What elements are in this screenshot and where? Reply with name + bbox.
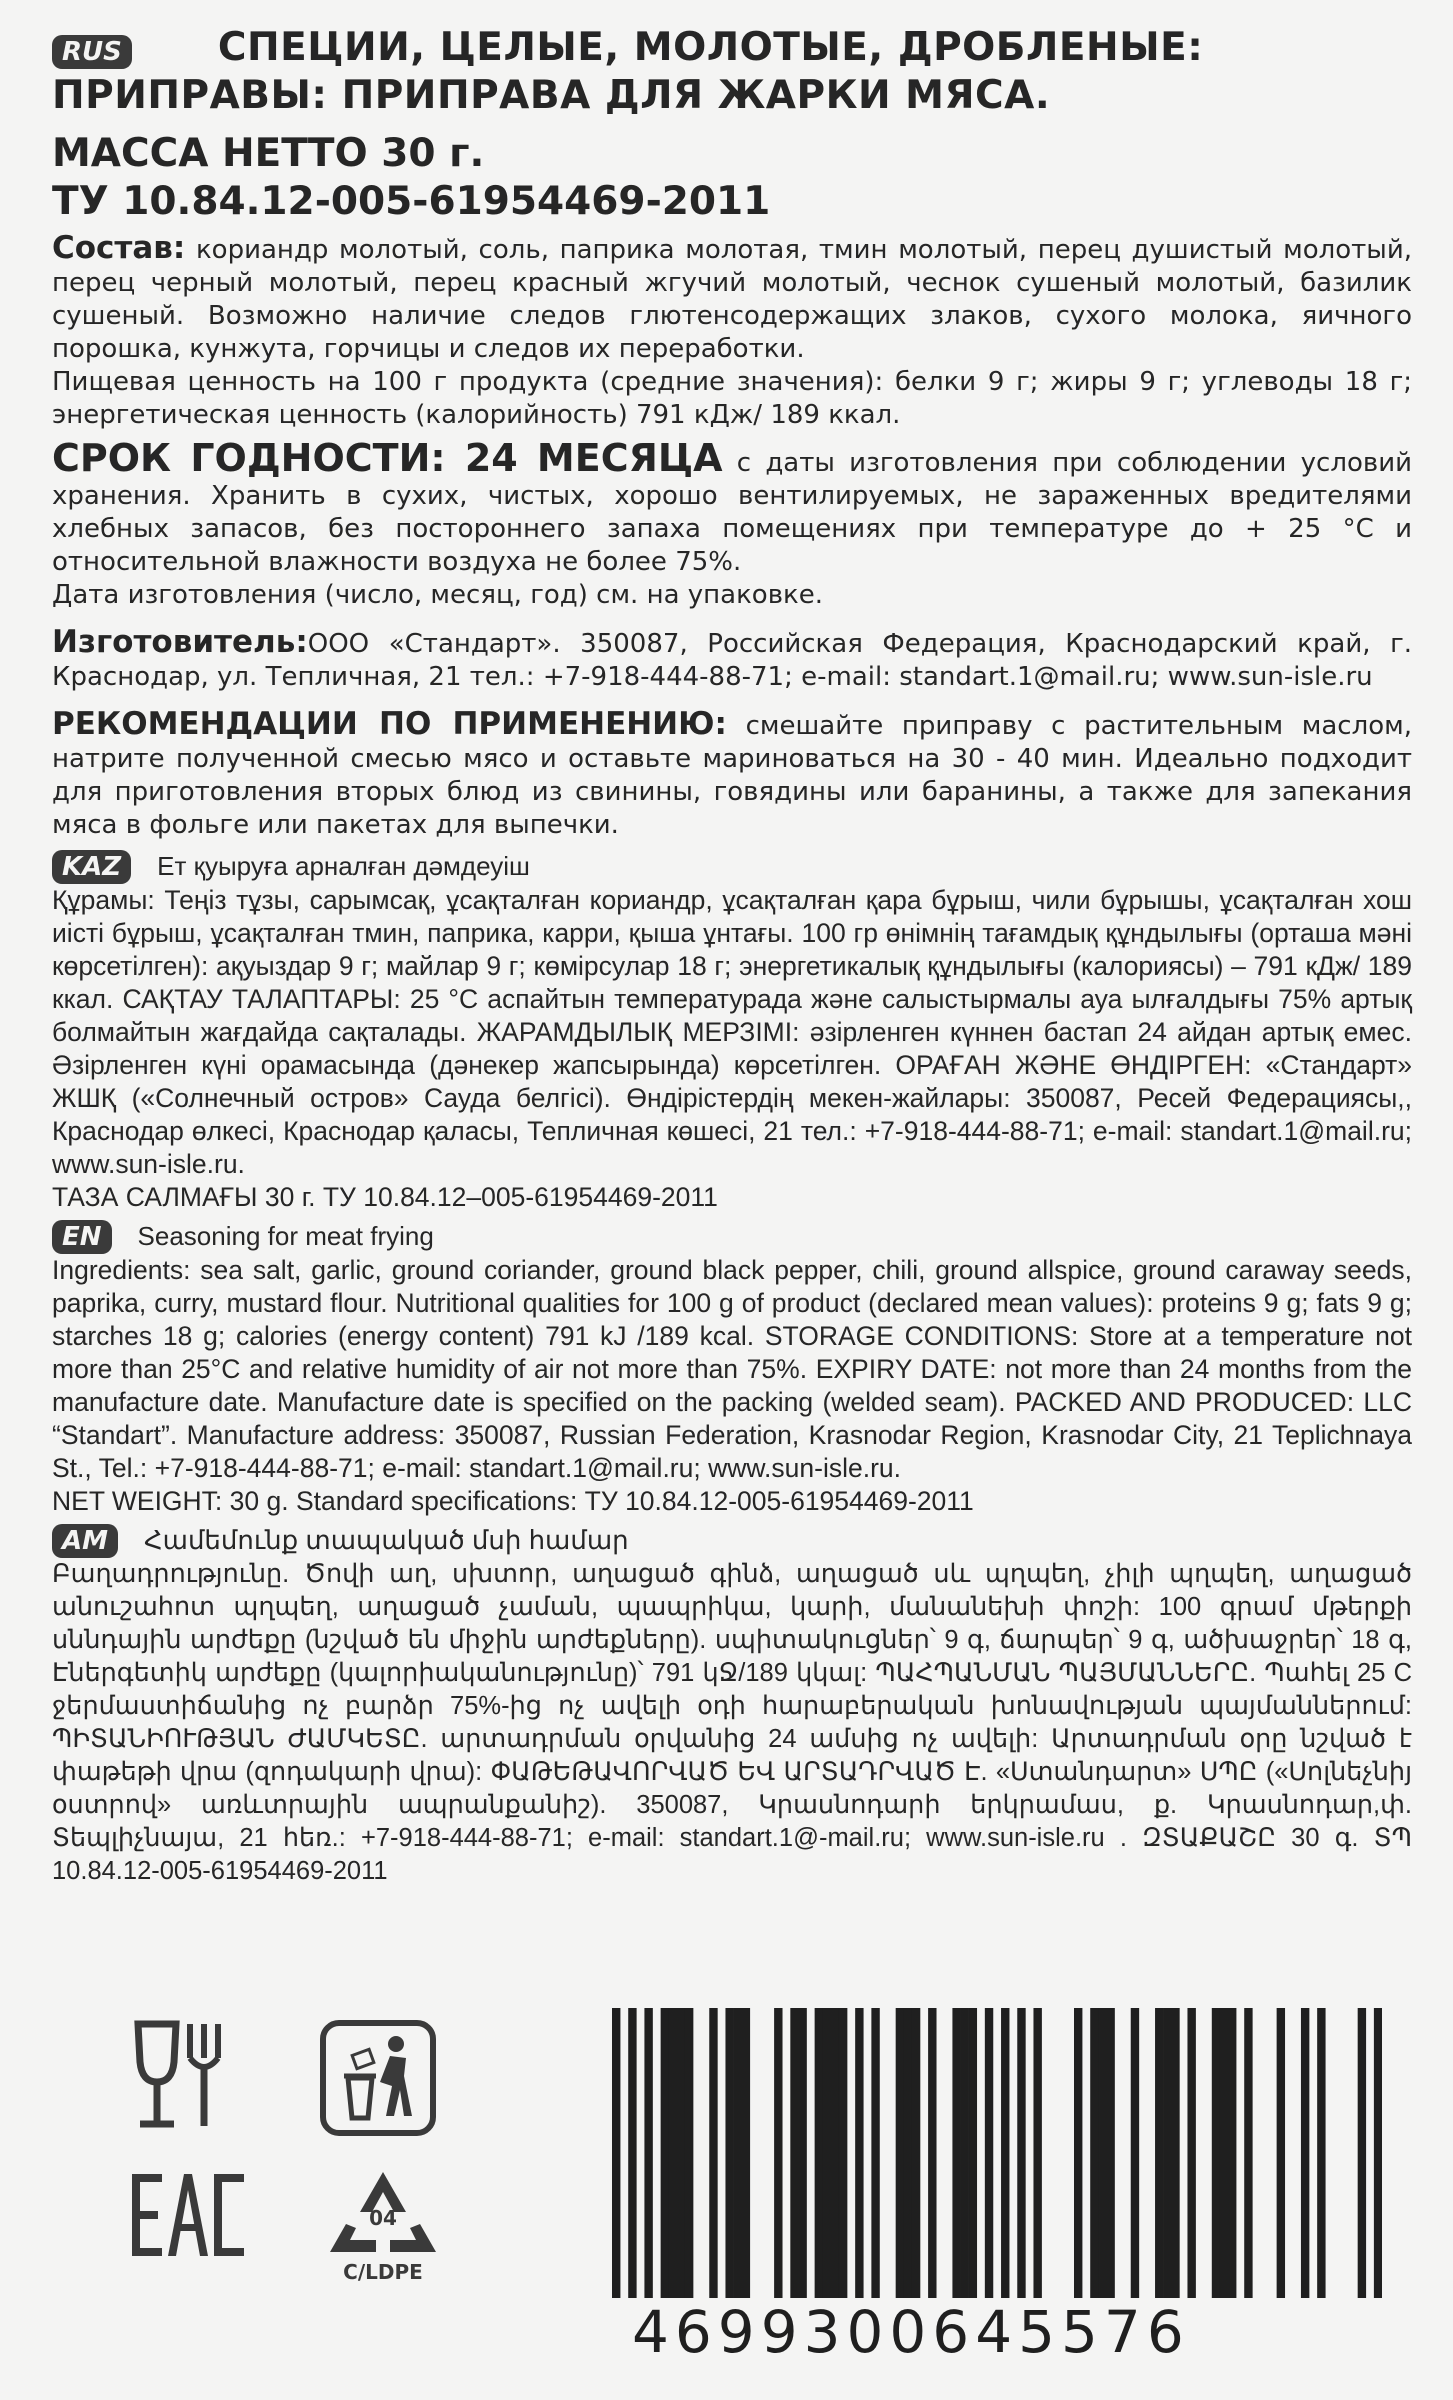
dispose-properly-icon <box>320 2020 436 2136</box>
en-text: Ingredients: sea salt, garlic, ground coriander, ground black pepper, chili, ground allspice, ground caraway seeds, paprika, curry, mustard flour. Nutritional qualities for 100 g of product (declared mean values): proteins 9 g; fats 9 g; starches 18 g; calories (energy content) 791 kJ /189 kcal. STORAGE CONDITIONS: Store at a temperature not more than 25°C and relative humidity of air not more than 75%. EXPIRY DATE: not more than 24 months from the manufacture date. Manufacture date is specified on the packing (welded seam). PACKED AND PRODUCED: LLC “Standart”. Manufacture address: 350087, Russian Federation, Krasnodar Region, Krasnodar City, 21 Teplichnaya St., Tel.: +7-918-444-88-71; e-mail: standart.1@mail.ru; www.sun-isle.ru. <box>52 1255 1412 1483</box>
barcode-bar <box>734 2008 742 2298</box>
barcode-bar <box>1106 2008 1114 2298</box>
barcode-bar <box>661 2008 669 2298</box>
rus-recommendations: РЕКОМЕНДАЦИИ ПО ПРИМЕНЕНИЮ: смешайте приправу с растительным маслом, натрите полученной смесью мясо и оставьте мариноваться на 30 - 40 мин. Идеально подходит для приготовления вторых блюд из свинины, говядины или баранины, а также для запекания мяса в фольге или пакетах для выпечки. <box>52 706 1412 840</box>
barcode-bar <box>725 2008 733 2298</box>
rus-title-row <box>52 24 1412 72</box>
en-badge: EN <box>52 1220 112 1254</box>
barcode-bar <box>904 2008 912 2298</box>
barcode-bar <box>969 2008 977 2298</box>
barcode-bar <box>928 2008 936 2298</box>
barcode-bar <box>1163 2008 1171 2298</box>
food-contact-icon <box>128 2018 248 2138</box>
kaz-text: Құрамы: Теңіз тұзы, сарымсақ, ұсақталған кориандр, ұсақталған қара бұрыш, чили бұрышы, ұсақталған хош иісті бұрыш, ұсақталған тмин, паприка, карри, қыша ұнтағы. 100 гр өнімнің тағамдық құндылығы (орташа мәні көрсетілген): ақуыздар 9 г; майлар 9 г; көмірсулар 18 г; энергетикалық құндылығы (калориясы) – 791 кДж/ 189 ккал. САҚТАУ ТАЛАПТАРЫ: 25 °С аспайтын температурада және салыстырмалы ауа ылғалдығы 75% артық болмайтын жағдайда сақталады. ЖАРАМДЫЛЫҚ МЕРЗІМІ: әзірленген күннен бастап 24 айдан артық емес. Әзірленген күні орамасында (дәнекер жапсырында) көрсетілген. ОРАҒАН ЖӘНЕ ӨНДІРГЕН: «Стандарт» ЖШҚ («Солнечный остров» Сауда белгісі). Өндірістердің мекен-жайлары: 350087, Ресей Федерациясы,, Краснодар өлкесі, Краснодар қаласы, Тепличная көшесі, 21 тел.: +7-918-444-88-71; e-mail: standart.1@mail.ru; www.sun-isle.ru. <box>52 885 1412 1179</box>
barcode-bar <box>798 2008 806 2298</box>
barcode-bar <box>1033 2008 1041 2298</box>
barcode-bar <box>1098 2008 1106 2298</box>
barcode-bar <box>1228 2008 1236 2298</box>
barcode-bar <box>839 2008 847 2298</box>
eac-mark-graphic <box>130 2170 246 2260</box>
am-title-row <box>52 1524 1412 1558</box>
barcode-bar <box>896 2008 904 2298</box>
net-mass: МАССА НЕТТО 30 г. <box>52 131 485 176</box>
barcode-bar <box>1001 2008 1009 2298</box>
rus-badge: RUS <box>52 35 132 69</box>
barcode-bar <box>952 2008 960 2298</box>
barcode-bar <box>1358 2008 1366 2298</box>
recycle-code: 04 <box>369 2206 397 2230</box>
recycle-mark <box>324 2166 442 2284</box>
barcode-bar <box>912 2008 920 2298</box>
label-text <box>52 24 1412 1888</box>
en-title: Seasoning for meat frying <box>137 1221 434 1251</box>
rus-shelf-life: СРОК ГОДНОСТИ: 24 МЕСЯЦА с даты изготовления при соблюдении условий хранения. Хранить в сухих, чистых, хорошо вентилируемых, не зараженных вредителями хлебных запасов, без постороннего запаха помещениях при температуре до + 25 °С и относительной влажности воздуха не более 75%. <box>52 436 1412 577</box>
barcode <box>612 2008 1382 2298</box>
barcode-bar <box>677 2008 685 2298</box>
am-text: Բաղադրությունը. Ծովի աղ, սխտոր, աղացած գինձ, աղացած սև պղպեղ, չիլի պղպեղ, աղացած անուշահոտ պղպեղ, աղացած չաման, պապրիկա, կարի, մանանեխի փոշի: 100 գրամ մթերքի սննդային արժեքը (նշված են միջին արժեքները). սպիտակուցներ՝ 9 գ, ճարպեր՝ 9 գ, ածխաջրեր՝ 18 գ, Էներգետիկ արժեքը (կալորիականությունը)՝ 791 կՋ/189 կկալ: ՊԱՀՊԱՆՄԱՆ ՊԱՅՄԱՆՆԵՐԸ. Պահել 25 C ջերմաստիճանից ոչ բարձր 75%-ից ոչ ավելի օդի հարաբերական խոնավության պայմաններում: ՊԻՏԱՆԻՈՒԹՅԱՆ ԺԱՄԿԵՏԸ. արտադրման օրվանից 24 ամսից ոչ ավելի: Արտադրման օրը նշված է փաթեթի վրա (զոդակարի վրա): ՓԱԹԵԹԱՎՈՐՎԱԾ ԵՎ ԱՐՏԱԴՐՎԱԾ Է. «Ստանդարտ» ՍՊԸ («Սոլնեչնիյ օստրով» առևտրային ապրանքանիշ). 350087, Կրասնոդարի երկրամաս, ք. Կրասնոդար,փ. Տեպլիչնայա, 21 հեռ.: +7-918-444-88-71; e-mail: standart.1@-mail.ru; www.sun-isle.ru . ԶՏԱՔԱՇԸ 30 գ. ՏՊ 10.84.12-005-61954469-2011 <box>52 1560 1412 1885</box>
rus-composition: Состав: кориандр молотый, соль, паприка молотая, тмин молотый, перец душистый молотый, перец черный молотый, перец красный жгучий молотый, чеснок сушеный молотый, базилик сушеный. Возможно наличие следов глютенсодержащих злаков, сухого молока, яичного порошка, кунжута, горчицы и следов их переработки. <box>52 230 1412 364</box>
barcode-bar <box>742 2008 750 2298</box>
tu-number: ТУ 10.84.12-005-61954469-2011 <box>52 179 771 224</box>
rus-title-line1: СПЕЦИИ, ЦЕЛЫЕ, МОЛОТЫЕ, ДРОБЛЕНЫЕ: <box>217 25 1204 70</box>
barcode-bar <box>669 2008 677 2298</box>
barcode-bar <box>1017 2008 1025 2298</box>
eac-mark <box>130 2170 246 2260</box>
kaz-title-row <box>52 850 1412 884</box>
packaging-marks <box>128 2018 508 2284</box>
barcode-bar <box>709 2008 717 2298</box>
barcode-bar <box>1187 2008 1195 2298</box>
barcode-bar <box>1317 2008 1325 2298</box>
barcode-bar <box>1277 2008 1285 2298</box>
barcode-bar <box>774 2008 782 2298</box>
rus-title-line2: ПРИПРАВЫ: ПРИПРАВА ДЛЯ ЖАРКИ МЯСА. <box>52 73 1051 118</box>
barcode-bar <box>831 2008 839 2298</box>
kaz-net: ТАЗА САЛМАҒЫ 30 г. ТУ 10.84.12–005-61954469-2011 <box>52 1182 718 1212</box>
barcode-bar <box>985 2008 993 2298</box>
barcode-bar <box>823 2008 831 2298</box>
barcode-bar <box>1090 2008 1098 2298</box>
barcode-bar <box>644 2008 652 2298</box>
en-title-row <box>52 1220 1412 1254</box>
barcode-bar <box>815 2008 823 2298</box>
barcode-bar <box>855 2008 863 2298</box>
en-net: NET WEIGHT: 30 g. Standard specifications: ТУ 10.84.12-005-61954469-2011 <box>52 1486 974 1516</box>
recycle-material: C/LDPE <box>343 2260 423 2284</box>
barcode-bar <box>685 2008 693 2298</box>
barcode-bar <box>1171 2008 1179 2298</box>
barcode-bar <box>1374 2008 1382 2298</box>
barcode-bar <box>1220 2008 1228 2298</box>
kaz-title: Ет қуыруға арналған дәмдеуіш <box>157 851 530 881</box>
kaz-badge: KAZ <box>52 850 131 884</box>
barcode-bar <box>1155 2008 1163 2298</box>
barcode-bar <box>1301 2008 1309 2298</box>
rus-manufacturer: Изготовитель:ООО «Стандарт». 350087, Российская Федерация, Краснодарский край, г. Краснодар, ул. Тепличная, 21 тел.: +7-918-444-88-71; e-mail: standart.1@mail.ru; www.sun-isle.ru <box>52 624 1412 692</box>
barcode-bar <box>1074 2008 1082 2298</box>
barcode-bar <box>961 2008 969 2298</box>
am-title: Համեմունք տապակած մսի համար <box>144 1525 629 1555</box>
am-badge: AM <box>52 1524 118 1558</box>
barcode-bar <box>612 2008 620 2298</box>
barcode-number: 4699300645576 <box>632 2298 1190 2366</box>
barcode-bar <box>1212 2008 1220 2298</box>
barcode-bar <box>628 2008 636 2298</box>
barcode-bar <box>1244 2008 1252 2298</box>
barcode-bars <box>612 2008 1382 2298</box>
barcode-bar <box>1131 2008 1139 2298</box>
rus-nutrition: Пищевая ценность на 100 г продукта (средние значения): белки 9 г; жиры 9 г; углеводы 18 г; энергетическая ценность (калорийность) 791 кДж/ 189 ккал. <box>52 367 1412 430</box>
rus-production-date: Дата изготовления (число, месяц, год) см. на упаковке. <box>52 580 823 610</box>
barcode-bar <box>790 2008 798 2298</box>
barcode-bar <box>871 2008 879 2298</box>
